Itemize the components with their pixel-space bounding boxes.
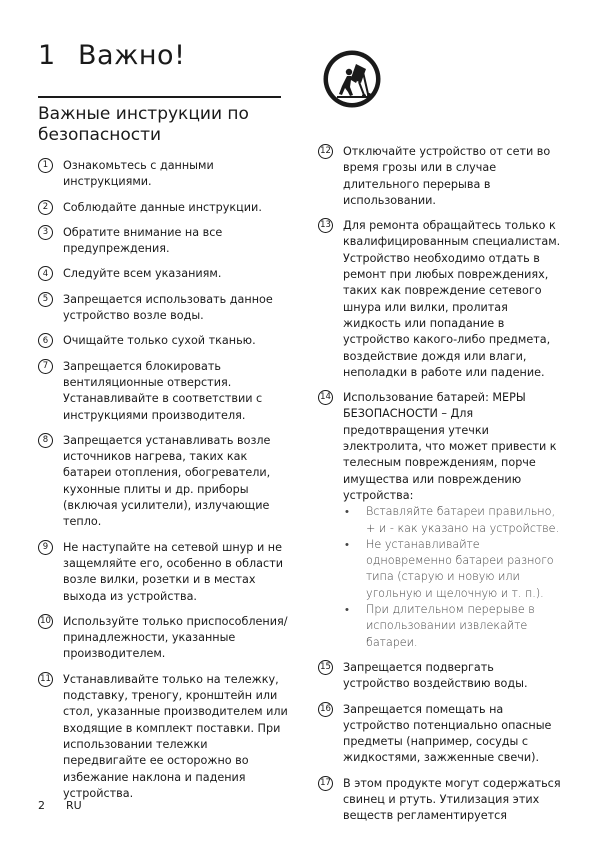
bullet-item [343, 537, 563, 602]
item-number-badge: 8 [38, 433, 53, 448]
list-item [38, 292, 288, 325]
item-number-badge: 16 [318, 702, 333, 717]
item-text: В этом продукте могут содержаться свинец и ртуть. Утилизация этих веществ регламентируется [343, 776, 561, 823]
item-number-badge: 10 [38, 614, 53, 629]
list-item [38, 333, 288, 349]
list-item [318, 660, 563, 693]
item-number-badge: 4 [38, 266, 53, 281]
item-number-badge: 2 [38, 200, 53, 215]
language-code: RU [66, 799, 82, 812]
left-column [38, 158, 288, 811]
chapter-number: 1 [38, 40, 56, 71]
list-item [38, 158, 288, 191]
bullet-text: Вставляйте батареи правильно, + и - как указано на устройстве. [366, 505, 560, 535]
item-text: Обратите внимание на все предупреждения. [63, 225, 223, 256]
bullet-mark: • [345, 505, 349, 519]
item-text: Запрещается использовать данное устройство возле воды. [63, 292, 273, 323]
item-text: Соблюдайте данные инструкции. [63, 200, 262, 214]
list-item [318, 702, 563, 767]
list-item [318, 390, 563, 651]
item-number-badge: 13 [318, 218, 333, 233]
item-number-badge: 5 [38, 292, 53, 307]
item-text: Следуйте всем указаниям. [63, 267, 222, 281]
item-number-badge: 15 [318, 660, 333, 675]
cart-tip-over-warning-icon [323, 50, 381, 108]
list-item [318, 144, 563, 209]
item-text: Запрещается устанавливать возле источников нагрева, таких как батареи отопления, обогреватели, кухонные плиты и др. приборы (включая усилители), излучающие тепло. [63, 433, 271, 529]
item-number-badge: 3 [38, 225, 53, 240]
item-number-badge: 17 [318, 776, 333, 791]
list-item [38, 540, 288, 605]
right-column [318, 144, 563, 834]
chapter-title: Важно! [78, 40, 186, 71]
item-number-badge: 12 [318, 144, 333, 159]
list-item [38, 433, 288, 531]
item-text: Очищайте только сухой тканью. [63, 334, 256, 348]
list-item [38, 672, 288, 802]
item-text: Ознакомьтесь с данными инструкциями. [63, 159, 214, 189]
list-item [38, 359, 288, 424]
list-item [318, 218, 563, 381]
item-body [343, 390, 563, 651]
bullet-item [343, 504, 563, 537]
chapter-heading [38, 40, 185, 71]
item-number-badge: 7 [38, 359, 53, 374]
item-text: Использование батарей: МЕРЫ БЕЗОПАСНОСТИ – Для предотвращения утечки электролита, что может привести к телесным повреждениям, порче имущества или повреждению устройства: [343, 391, 557, 502]
bullet-list [343, 504, 563, 651]
item-text: Запрещается блокировать вентиляционные отверстия. Устанавливайте в соответствии с инструкциями производителя. [63, 359, 263, 422]
section-title: Важные инструкции по безопасности [38, 96, 281, 146]
bullet-mark: • [345, 603, 349, 617]
list-item [38, 614, 288, 663]
item-number-badge: 11 [38, 672, 53, 687]
item-number-badge: 9 [38, 540, 53, 555]
item-text: Запрещается подвергать устройство воздействию воды. [343, 660, 528, 691]
item-text: Для ремонта обращайтесь только к квалифицированным специалистам. Устройство необходимо отдать в ремонт при любых повреждениях, таких как повреждение сетевого шнура или вилки, пролитая жидкость или попадание в устройство какого-либо предмета, воздействие дождя или влаги, неполадки в работе или падение. [343, 219, 561, 379]
item-number-badge: 6 [38, 333, 53, 348]
bullet-item [343, 602, 563, 651]
list-item [38, 200, 288, 216]
item-number-badge: 1 [38, 158, 53, 173]
bullet-text: Не устанавливайте одновременно батареи разного типа (старую и новую или угольную и щелочную и т. п.). [366, 537, 554, 600]
bullet-text: При длительном перерыве в использовании извлекайте батареи. [366, 603, 535, 649]
list-item [318, 776, 563, 825]
item-text: Используйте только приспособления/принадлежности, указанные производителем. [63, 614, 288, 661]
list-item [38, 266, 288, 282]
item-text: Запрещается помещать на устройство потенциально опасные предметы (например, сосуды с жидкостями, зажженные свечи). [343, 702, 552, 765]
item-text: Устанавливайте только на тележку, подставку, треногу, кронштейн или стол, указанные производителем или входящие в комплект поставки. При использовании тележки передвигайте ее осторожно во избежание наклона и падения устройства. [63, 672, 288, 800]
item-number-badge: 14 [318, 390, 333, 405]
list-item [38, 225, 288, 258]
page-number: 2 [38, 799, 45, 812]
item-text: Не наступайте на сетевой шнур и не защемляйте его, особенно в области возле вилки, розетки и в местах выхода из устройства. [63, 540, 283, 603]
item-text: Отключайте устройство от сети во время грозы или в случае длительного перерыва в использовании. [343, 145, 551, 207]
page-footer [38, 799, 82, 812]
bullet-mark: • [345, 537, 349, 551]
